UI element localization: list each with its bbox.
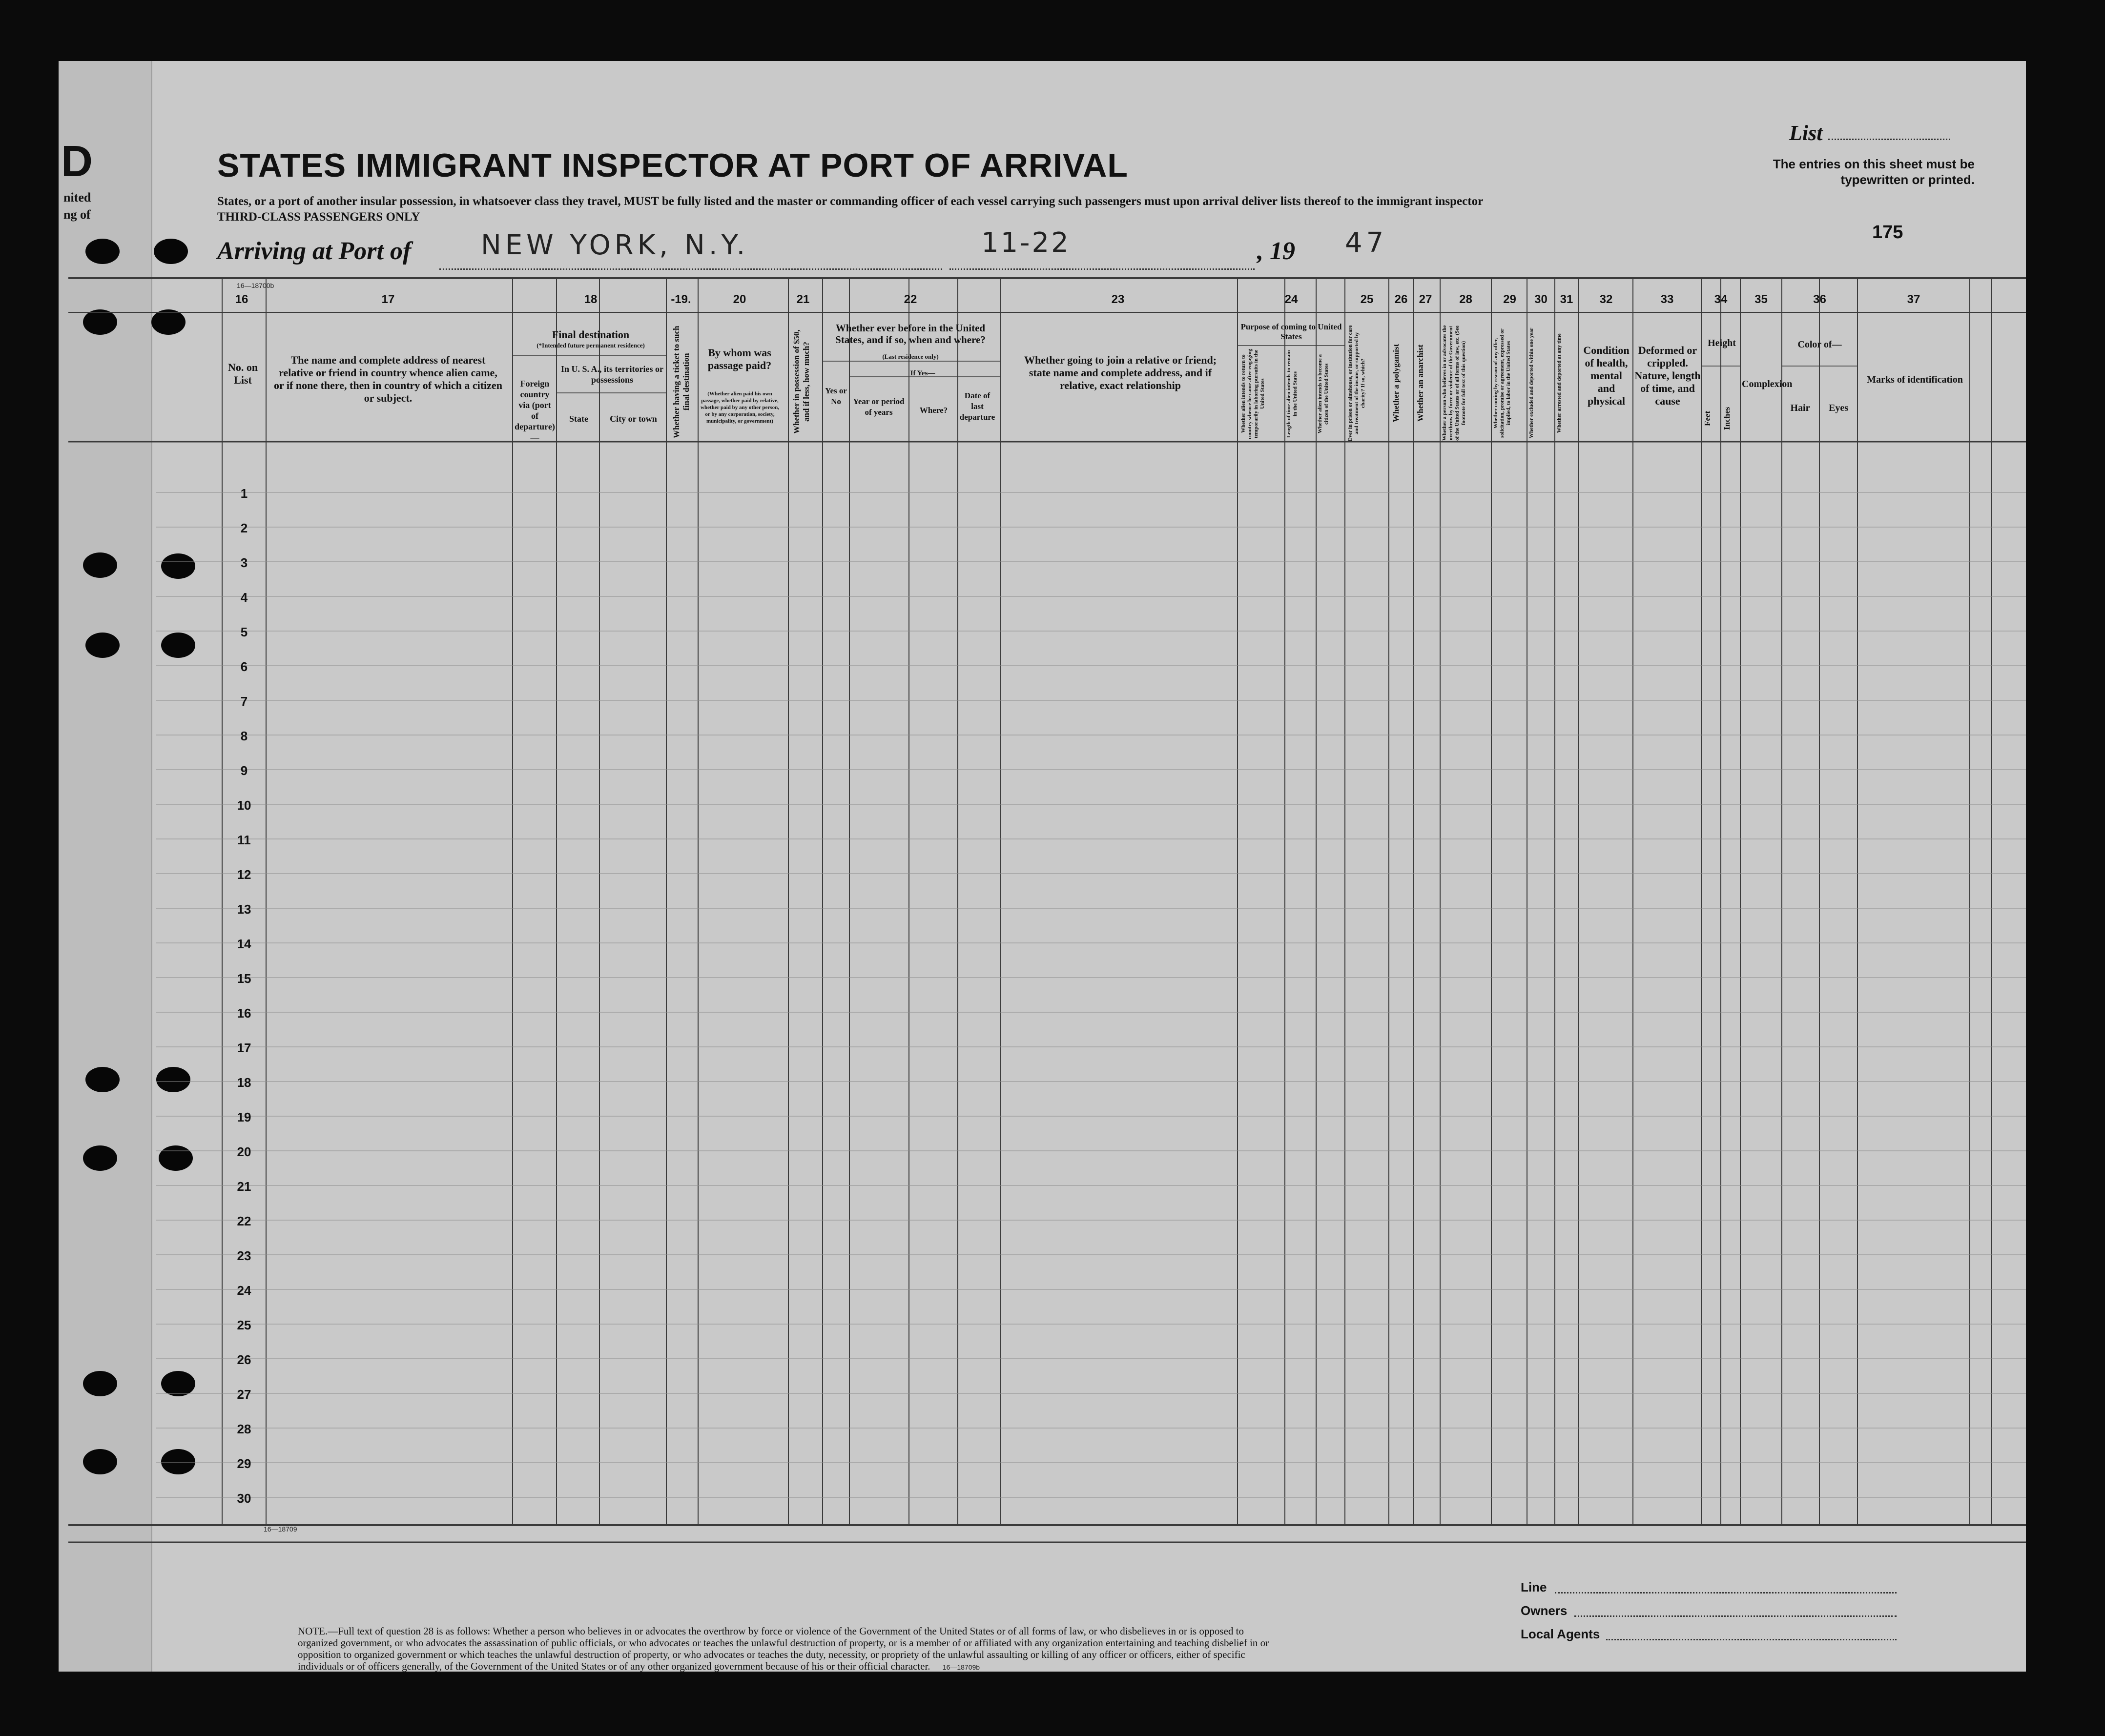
- row-number: 18: [237, 1075, 251, 1090]
- header-q28: Whether a person who believes in or advocates the overthrow by force or violence of the Government of the United States or of all forms of law, etc. (See footnote for full text of this question): [1442, 325, 1466, 441]
- header-anarchist: Whether an anarchist: [1416, 344, 1425, 422]
- row-number: 7: [240, 694, 248, 709]
- col-num-20: 20: [733, 293, 746, 306]
- col-num-30: 30: [1534, 293, 1548, 306]
- header-offer: Whether coming by reason of any offer, solicitation, promise or agreement, expressed or implied, to labor in the United States: [1493, 328, 1511, 438]
- row-number: 23: [237, 1248, 251, 1263]
- row-number: 28: [237, 1422, 251, 1436]
- row-number: 8: [240, 729, 248, 743]
- header-yes-no: Yes or No: [825, 386, 847, 406]
- header-purpose-c: Whether alien intends to become a citizen of the United States: [1317, 354, 1329, 434]
- col-num-19: -19.: [671, 293, 691, 306]
- row-number: 9: [240, 763, 248, 778]
- local-agents-label: Local Agents: [1521, 1627, 1600, 1641]
- col-num-16: 16: [235, 293, 248, 306]
- row-number: 6: [240, 659, 248, 674]
- header-ever-before: Whether ever before in the United States, and if so, when and where?: [835, 322, 986, 346]
- col-num-26: 26: [1394, 293, 1408, 306]
- prev-page-letter: D: [61, 137, 93, 186]
- col-num-35: 35: [1754, 293, 1768, 306]
- header-health: Condition of health, mental and physical: [1583, 344, 1630, 407]
- header-if-yes: If Yes—: [910, 369, 935, 377]
- class-line: THIRD-CLASS PASSENGERS ONLY: [217, 210, 420, 224]
- row-number: 27: [237, 1387, 251, 1402]
- header-marks: Marks of identification: [1867, 374, 1963, 385]
- header-no-on-list: No. on List: [227, 361, 258, 386]
- header-color-of: Color of—: [1797, 339, 1842, 350]
- row-number: 12: [237, 867, 251, 882]
- row-number: 30: [237, 1491, 251, 1506]
- header-excluded: Whether excluded and deported within one year: [1528, 327, 1534, 439]
- row-number: 4: [240, 590, 248, 605]
- prev-page-text: ng of: [63, 207, 91, 222]
- row-number: 15: [237, 971, 251, 986]
- header-complexion: Complexion: [1742, 379, 1793, 389]
- header-deformed: Deformed or crippled. Nature, length of time, and cause: [1634, 344, 1701, 407]
- row-number: 20: [237, 1144, 251, 1159]
- form-number: 16—18700b: [237, 282, 274, 289]
- header-eyes: Eyes: [1829, 403, 1848, 413]
- local-agents-field: [1606, 1639, 1897, 1640]
- col-num-25: 25: [1360, 293, 1374, 306]
- header-ever-before-sub: (Last residence only): [882, 353, 939, 360]
- col-num-27: 27: [1419, 293, 1432, 306]
- page-number: 175: [1872, 222, 1903, 243]
- header-feet: Feet: [1703, 410, 1712, 427]
- col-num-21: 21: [796, 293, 810, 306]
- form-number: 16—18709b: [942, 1663, 980, 1671]
- row-number: 19: [237, 1110, 251, 1124]
- col-num-24: 24: [1284, 293, 1298, 306]
- year-prefix: , 19: [1257, 237, 1295, 265]
- row-number: 14: [237, 937, 251, 951]
- row-number: 2: [240, 521, 248, 535]
- header-inches: Inches: [1722, 407, 1732, 430]
- row-number: 29: [237, 1456, 251, 1471]
- instructions-text: States, or a port of another insular possession, in whatsoever class they travel, MUST be fully listed and the master or commanding officer of each vessel carrying such passengers must upon arrival deliver lists thereof to the immigrant inspector: [217, 195, 1484, 208]
- footnote: [298, 1625, 1274, 1672]
- row-number: 17: [237, 1041, 251, 1055]
- header-prison: Ever in prison or almshouse, or institution for care and treatment of the insane, or supported by charity? If so, which?: [1347, 325, 1366, 441]
- header-city: City or town: [610, 414, 657, 424]
- col-num-31: 31: [1560, 293, 1573, 306]
- header-arrested: Whether arrested and deported at any time: [1556, 333, 1562, 433]
- row-number: 13: [237, 902, 251, 917]
- col-num-37: 37: [1907, 293, 1920, 306]
- header-join-relative: Whether going to join a relative or friend; state name and complete address, and if relative, exact relationship: [1024, 354, 1217, 391]
- row-number: 16: [237, 1006, 251, 1021]
- row-number: 26: [237, 1352, 251, 1367]
- row-number: 22: [237, 1214, 251, 1228]
- row-number: 25: [237, 1318, 251, 1332]
- row-number: 1: [240, 486, 248, 501]
- year-handwritten: 47: [1345, 227, 1388, 259]
- col-num-18: 18: [584, 293, 598, 306]
- list-label: List: [1789, 121, 1823, 145]
- col-num-28: 28: [1459, 293, 1472, 306]
- col-num-36: 36: [1813, 293, 1826, 306]
- header-purpose-b: Length of time alien intends to remain in the United States: [1286, 350, 1298, 438]
- header-period: Year or period of years: [853, 397, 905, 417]
- row-number: 24: [237, 1283, 251, 1298]
- line-label: Line: [1521, 1580, 1547, 1594]
- col-num-22: 22: [904, 293, 917, 306]
- header-ticket: Whether having a ticket to such final destination: [672, 326, 691, 438]
- header-nearest-relative: The name and complete address of nearest relative or friend in country whence alien came, or if none there, then in country of which a citizen or subject.: [274, 354, 502, 404]
- header-passage-paid-sub: (Whether alien paid his own passage, whether paid by relative, whether paid by any other person, or by any corporation, society, municipality, or government): [701, 391, 779, 424]
- form-number: 16—18709: [264, 1525, 297, 1533]
- header-purpose-a: Whether alien intends to return to country whence he came after engaging temporarily in laboring pursuits in the United States: [1240, 348, 1265, 439]
- header-fifty-dollars: Whether in possession of $50, and if less, how much?: [792, 329, 811, 434]
- row-number: 11: [237, 833, 251, 847]
- header-date-departure: Date of last departure: [959, 391, 995, 422]
- header-polygamist: Whether a polygamist: [1391, 344, 1401, 423]
- header-passage-paid: By whom was passage paid?: [707, 347, 772, 371]
- owners-field: [1574, 1615, 1897, 1617]
- date-handwritten: 11-22: [981, 227, 1071, 259]
- header-state: State: [569, 414, 588, 424]
- col-num-17: 17: [381, 293, 395, 306]
- header-where: Where?: [919, 406, 948, 415]
- port-handwritten: NEW YORK, N.Y.: [481, 229, 749, 261]
- row-number: 3: [240, 555, 248, 570]
- arriving-label: Arriving at Port of: [217, 237, 412, 265]
- row-number: 5: [240, 625, 248, 639]
- col-num-23: 23: [1111, 293, 1125, 306]
- header-in-usa: In U. S. A., its territories or possessions: [561, 364, 663, 385]
- col-num-34: 34: [1714, 293, 1728, 306]
- row-number: 21: [237, 1179, 251, 1194]
- header-height: Height: [1708, 338, 1736, 348]
- col-num-33: 33: [1660, 293, 1674, 306]
- header-purpose: Purpose of coming to United States: [1240, 322, 1342, 341]
- col-num-29: 29: [1503, 293, 1516, 306]
- prev-page-text: nited: [63, 190, 91, 204]
- col-num-32: 32: [1599, 293, 1613, 306]
- row-number: 10: [237, 798, 251, 813]
- header-hair: Hair: [1790, 403, 1810, 413]
- header-foreign-country: Foreign country via (port of departure)—: [515, 379, 555, 442]
- form-title: STATES IMMIGRANT INSPECTOR AT PORT OF ARRIVAL: [217, 147, 1128, 184]
- header-final-destination-sub: (*Intended future permanent residence): [537, 342, 645, 349]
- owners-label: Owners: [1521, 1603, 1568, 1618]
- line-field: [1555, 1592, 1897, 1593]
- entries-note: The entries on this sheet must be typewritten or printed.: [1773, 157, 1975, 187]
- footnote-text: NOTE.—Full text of question 28 is as follows: Whether a person who believes in or advocates the overthrow by force or violence of the Government of the United States or of all forms of law, or who disbelieves in or is opposed to organized government, or who advocates the assassination of public officials, or who advocates or teaches the unlawful destruction of property, or is a member of or affiliated with any organization entertaining and teaching disbelief in or opposition to organized government or which teaches the unlawful destruction of property, or who advocates or teaches the duty, necessity, or propriety of the unlawful assaulting or killing of any officer or officers, either of specific individuals or of officers generally, of the Government of the United States or of any other organized government because of his or their official character.: [298, 1625, 1269, 1672]
- header-final-destination: Final destination: [552, 328, 630, 341]
